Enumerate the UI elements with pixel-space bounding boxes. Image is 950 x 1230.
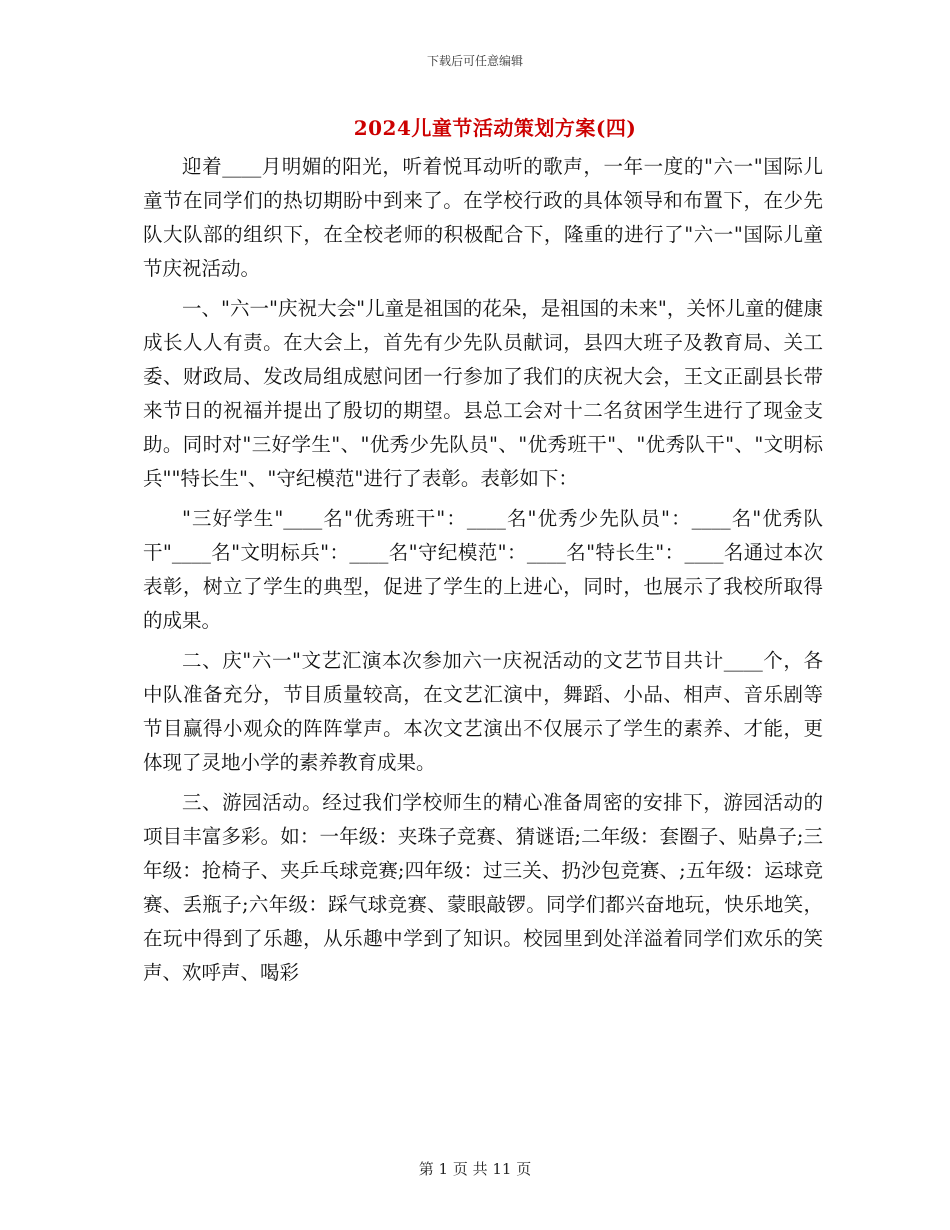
document-title: 2024儿童节活动策划方案(四) (353, 116, 637, 140)
paragraph-awards: "三好学生"____名"优秀班干"：____名"优秀少先队员"：____名"优秀队干"____名"文明标兵"：____名"守纪模范"：____名"特长生"：____名通过本次表彰，树立了学生的典型，促进了学生的上进心，同时，也展示了我校所取得的成果。 (143, 507, 823, 632)
paragraph-section-2: 二、庆"六一"文艺汇演本次参加六一庆祝活动的文艺节目共计____个，各中队准备充分，节目质量较高，在文艺汇演中，舞蹈、小品、相声、音乐剧等节目赢得小观众的阵阵掌声。本次文艺演出不仅展示了学生的素养、才能，更体现了灵地小学的素养教育成果。 (143, 649, 823, 774)
paragraph-section-1: 一、"六一"庆祝大会"儿童是祖国的花朵，是祖国的未来"，关怀儿童的健康成长人人有责。在大会上，首先有少先队员献词，县四大班子及教育局、关工委、财政局、发改局组成慰问团一行参加了我们的庆祝大会，王文正副县长带来节日的祝福并提出了殷切的期望。县总工会对十二名贫困学生进行了现金支助。同时对"三好学生"、"优秀少先队员"、"优秀班干"、"优秀队干"、"文明标兵""特长生"、"守纪模范"进行了表彰。表彰如下： (143, 297, 823, 490)
paragraph-section-3: 三、游园活动。经过我们学校师生的精心准备周密的安排下，游园活动的项目丰富多彩。如：一年级：夹珠子竞赛、猜谜语;二年级：套圈子、贴鼻子;三年级：抢椅子、夹乒乓球竞赛;四年级：过三关、扔沙包竞赛、;五年级：运球竞赛、丢瓶子;六年级：踩气球竞赛、蒙眼敲锣。同学们都兴奋地玩，快乐地笑，在玩中得到了乐趣，从乐趣中学到了知识。校园里到处洋溢着同学们欢乐的笑声、欢呼声、喝彩 (143, 791, 823, 984)
paragraph-intro: 迎着____月明媚的阳光，听着悦耳动听的歌声，一年一度的"六一"国际儿童节在同学们的热切期盼中到来了。在学校行政的具体领导和布置下，在少先队大队部的组织下，在全校老师的积极配合下，隆重的进行了"六一"国际儿童节庆祝活动。 (143, 155, 823, 280)
header-note: 下载后可任意编辑 (426, 54, 523, 68)
page-number: 第 1 页 共 11 页 (418, 1160, 532, 1178)
document-body (143, 150, 823, 996)
